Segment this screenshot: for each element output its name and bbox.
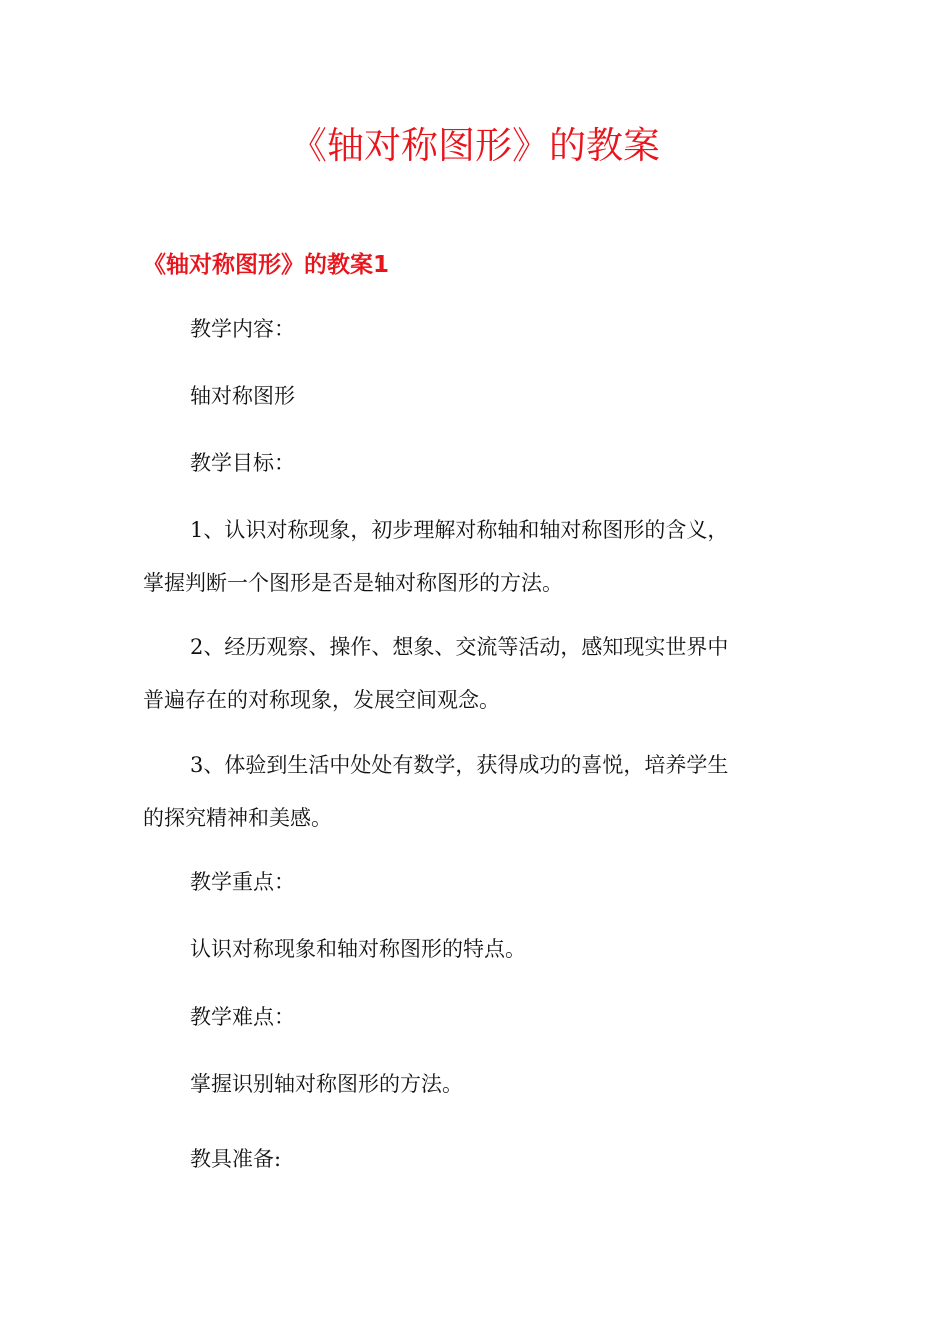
paragraph-difficulties-label xyxy=(143,991,793,1044)
paragraph-teaching-aids-label xyxy=(143,1133,793,1186)
paragraph-line: 掌握识别轴对称图形的方法。 xyxy=(190,1072,463,1096)
paragraph-difficulties xyxy=(143,1058,793,1111)
paragraph-line: 1、认识对称现象，初步理解对称轴和轴对称图形的含义， xyxy=(190,518,729,542)
paragraph-goal-1 xyxy=(143,504,793,610)
paragraph-line: 教具准备: xyxy=(190,1147,282,1171)
paragraph-key-points-label xyxy=(143,856,793,909)
paragraph-line: 2、经历观察、操作、想象、交流等活动，感知现实世界中 xyxy=(190,635,729,659)
paragraph-line: 教学难点： xyxy=(190,1005,295,1029)
paragraph-line: 教学内容： xyxy=(190,317,295,341)
document-title: 《轴对称图形》的教案 xyxy=(290,124,660,167)
paragraph-line: 认识对称现象和轴对称图形的特点。 xyxy=(190,937,526,961)
paragraph-goal-3 xyxy=(143,739,793,845)
paragraph-goal-2 xyxy=(143,621,793,727)
paragraph-line: 3、体验到生活中处处有数学，获得成功的喜悦，培养学生 xyxy=(190,753,729,777)
paragraph-line: 掌握判断一个图形是否是轴对称图形的方法。 xyxy=(143,571,563,595)
paragraph-teaching-content-label xyxy=(143,303,793,356)
paragraph-teaching-goals-label xyxy=(143,437,793,490)
paragraph-line: 教学目标： xyxy=(190,451,295,475)
paragraph-line: 普遍存在的对称现象，发展空间观念。 xyxy=(143,688,500,712)
section-title: 《轴对称图形》的教案1 xyxy=(143,252,390,278)
paragraph-teaching-content xyxy=(143,370,793,423)
paragraph-line: 教学重点： xyxy=(190,870,295,894)
paragraph-line: 轴对称图形 xyxy=(190,384,295,408)
paragraph-line: 的探究精神和美感。 xyxy=(143,806,332,830)
paragraph-key-points xyxy=(143,923,793,976)
